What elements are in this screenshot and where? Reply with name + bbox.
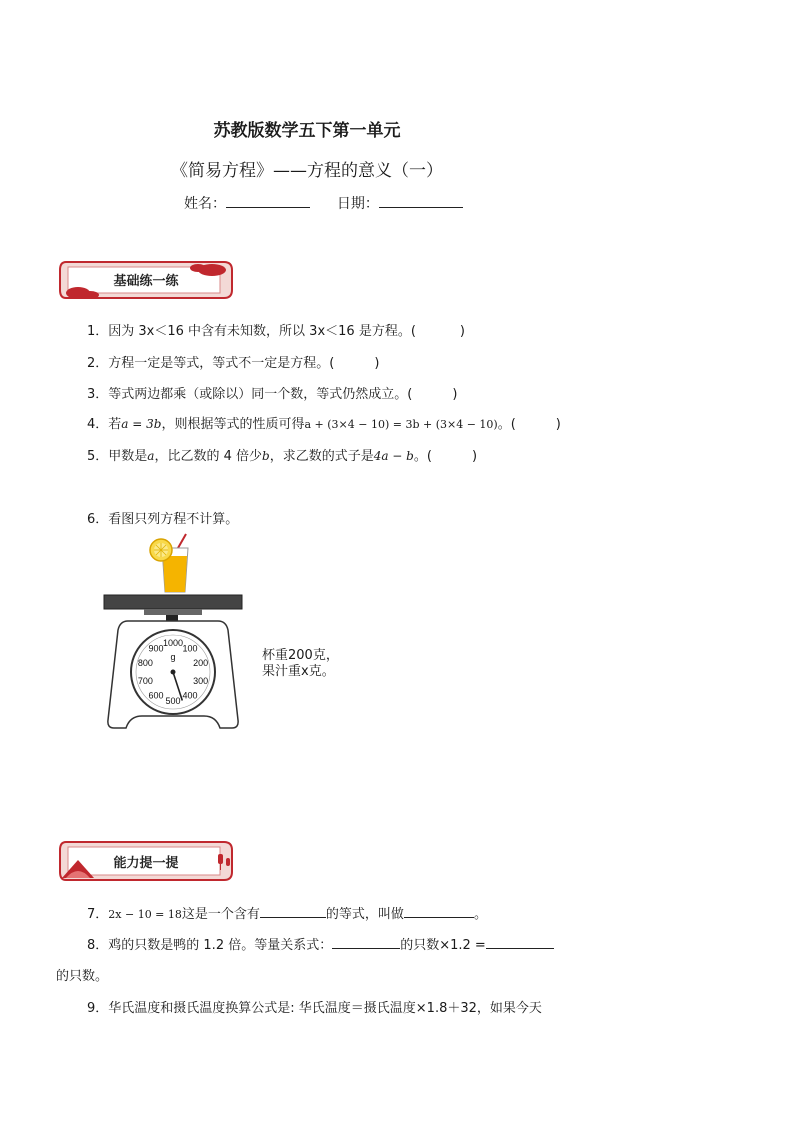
dial-unit-label: g [170, 652, 176, 662]
dial-label: 900 [148, 643, 164, 654]
dial-label: 300 [193, 676, 209, 686]
dial-label: 100 [182, 643, 198, 654]
worksheet-subtitle: 《简易方程》——方程的意义（一） [171, 161, 443, 181]
question-8: 8．鸡的只数是鸭的 1.2 倍。等量关系式： 的只数×1.2 = [87, 934, 554, 953]
cup-weight-note: 杯重200克， [262, 648, 339, 663]
question-1: 1．因为 3x＜16 中含有未知数，所以 3x＜16 是方程。( ) [87, 324, 465, 339]
juice-weight-note: 果汁重x克。 [262, 664, 335, 679]
q8-blank-1[interactable] [332, 934, 400, 949]
date-blank[interactable] [379, 193, 463, 208]
worksheet-title: 苏教版数学五下第一单元 [213, 121, 401, 141]
question-4: 4．若a = 3b，则根据等式的性质可得a + (3×4 − 10) = 3b + (3×4 − 10)。( ) [87, 417, 561, 432]
dial-hub [171, 670, 176, 675]
dial-label: 500 [165, 696, 181, 706]
section-label-ability: 能力提一提 [113, 856, 179, 871]
figure-note [262, 648, 339, 680]
lemon-slice-icon [150, 539, 172, 561]
question-6: 6．看图只列方程不计算。 [87, 512, 239, 527]
q7-blank-2[interactable] [404, 903, 474, 918]
dial-label: 700 [137, 676, 153, 686]
section-banner-basic [56, 258, 236, 302]
question-7: 7．2x − 10 = 18这是一个含有 的等式，叫做 。 [87, 903, 487, 922]
section-banner-ability [56, 838, 236, 884]
question-3: 3．等式两边都乘（或除以）同一个数，等式仍然成立。( ) [87, 387, 458, 402]
name-date-row [184, 193, 463, 213]
juice-fill [163, 556, 187, 592]
dial-label: 400 [182, 690, 198, 701]
date-label: 日期： [336, 196, 379, 212]
section-label-basic: 基础练一练 [113, 274, 179, 289]
dial-label: 800 [137, 658, 153, 668]
dial-label: 600 [148, 690, 164, 701]
question-8-continued: 的只数。 [56, 969, 109, 984]
question-5: 5．甲数是a，比乙数的 4 倍少b，求乙数的式子是4a − b。( ) [87, 449, 478, 464]
dial-label: 1000 [162, 638, 184, 648]
q7-blank-1[interactable] [260, 903, 326, 918]
q8-blank-2[interactable] [486, 934, 554, 949]
question-9: 9．华氏温度和摄氏温度换算公式是: 华氏温度＝摄氏温度×1.8＋32，如果今天 [87, 1001, 542, 1016]
name-label: 姓名： [184, 196, 226, 212]
scale-with-juice-figure [100, 532, 246, 734]
dial-label: 200 [193, 658, 209, 668]
question-2: 2．方程一定是等式，等式不一定是方程。( ) [87, 356, 380, 371]
name-blank[interactable] [226, 193, 310, 208]
